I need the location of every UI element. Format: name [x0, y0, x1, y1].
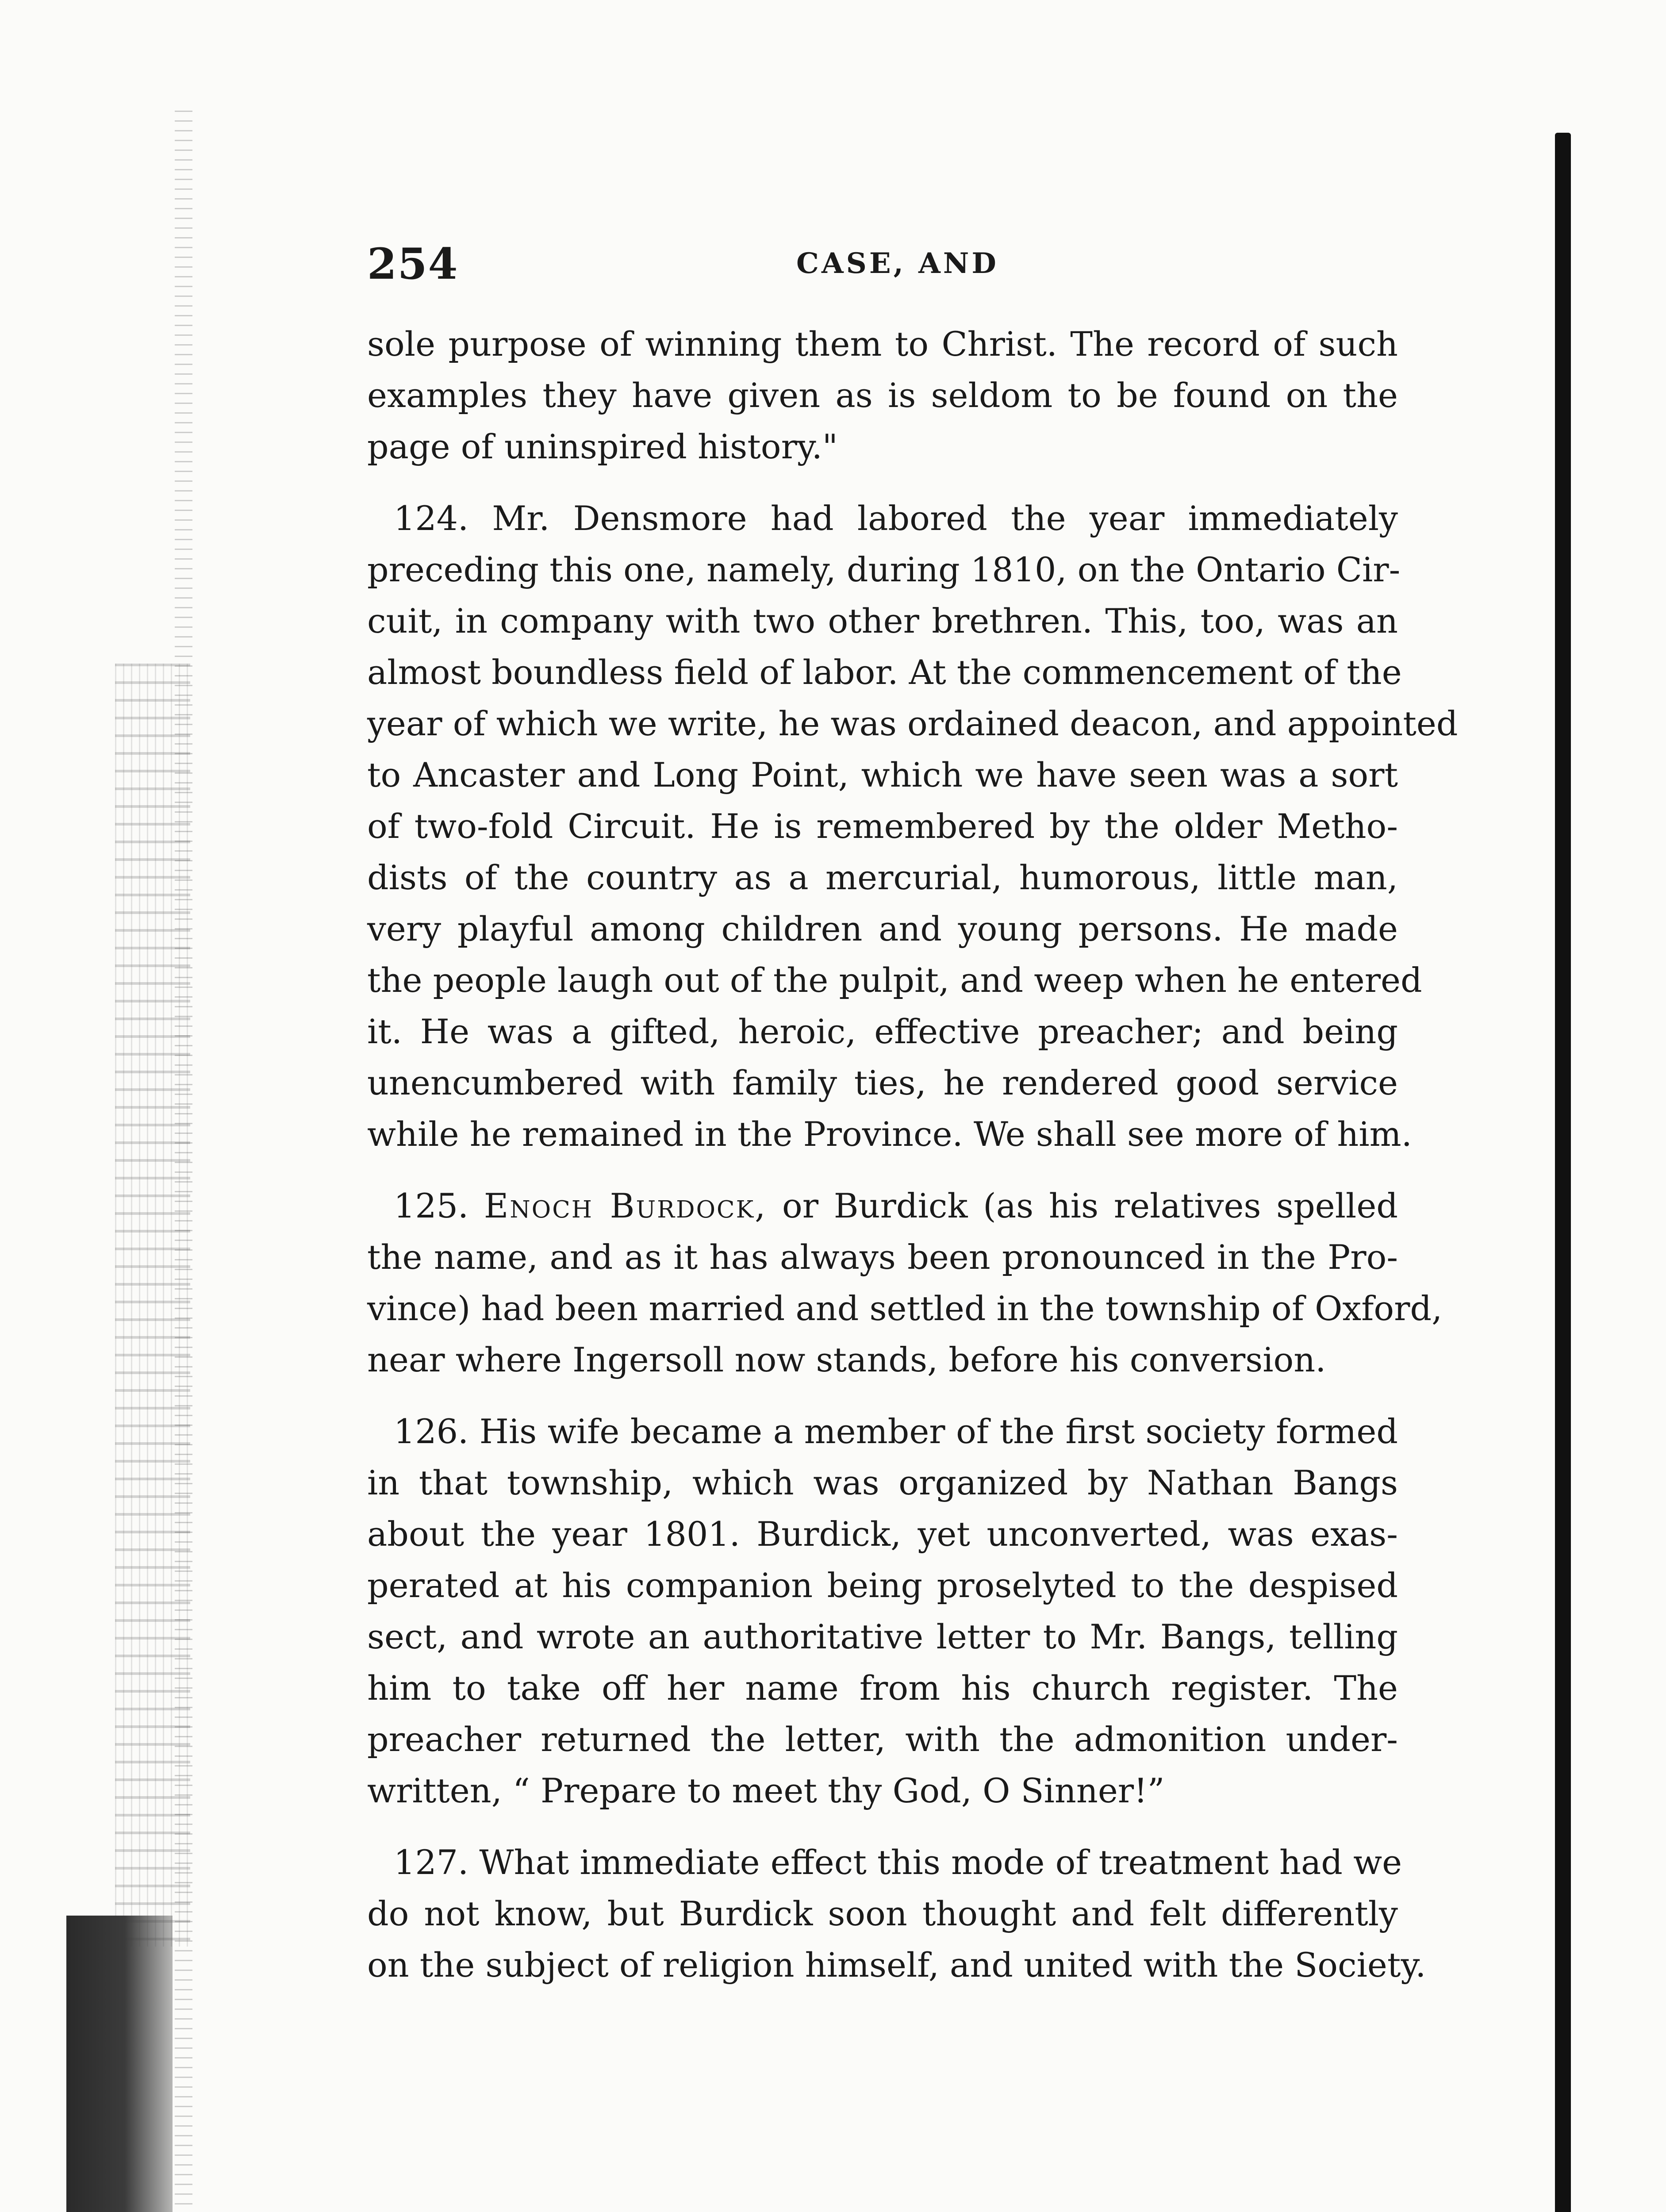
paragraph-continuation	[367, 319, 1398, 472]
page-edge-bar	[1555, 133, 1571, 2212]
text-line: while he remained in the Province. We shall see more of him.	[367, 1114, 1412, 1154]
text-line: 127. What immediate effect this mode of treatment had we	[394, 1843, 1402, 1882]
paragraph-126	[367, 1406, 1398, 1816]
paragraph-127	[367, 1837, 1426, 1991]
text-line: year of which we write, he was ordained deacon, and appointed	[367, 704, 1458, 743]
text-line: in that township, which was organized by Nathan Bangs	[367, 1463, 1398, 1502]
text-line: do not know, but Burdick soon thought and felt differently	[367, 1894, 1398, 1933]
text-line: preceding this one, namely, during 1810, on the Ontario Cir-	[367, 550, 1401, 589]
person-name: Enoch Burdock,	[484, 1186, 767, 1225]
text-line: 124. Mr. Densmore had labored the year immediately	[394, 499, 1398, 538]
text-line: to Ancaster and Long Point, which we have seen was a sort	[367, 755, 1398, 795]
paragraph-125	[367, 1180, 1443, 1386]
text-line: of two-fold Circuit. He is remembered by the older Metho-	[367, 806, 1398, 846]
text-line: it. He was a gifted, heroic, effective preacher; and being	[367, 1012, 1398, 1051]
text-line: unencumbered with family ties, he rendered good service	[367, 1063, 1398, 1102]
text-line-lead	[367, 1180, 1398, 1232]
text-line: him to take off her name from his church register. The	[367, 1668, 1398, 1708]
text-line: perated at his companion being proselyted to the despised	[367, 1566, 1398, 1605]
text-line: almost boundless field of labor. At the commencement of the	[367, 653, 1402, 692]
paragraph-number: 125.	[394, 1186, 469, 1225]
text-line: on the subject of religion himself, and united with the Society.	[367, 1945, 1426, 1985]
gutter-dark-shadow	[66, 1916, 173, 2212]
text-line: the people laugh out of the pulpit, and weep when he entered	[367, 960, 1422, 1000]
text-line: about the year 1801. Burdick, yet unconverted, was exas-	[367, 1514, 1398, 1554]
text-line: sole purpose of winning them to Christ. The record of such	[367, 324, 1398, 364]
page-header	[367, 239, 1429, 292]
text-line: sect, and wrote an authoritative letter to Mr. Bangs, telling	[367, 1617, 1398, 1656]
text-line: cuit, in company with two other brethren. This, too, was an	[367, 601, 1398, 641]
text-line: page of uninspired history."	[367, 427, 838, 466]
gutter-scan-noise-marks	[115, 664, 190, 1947]
text-line: dists of the country as a mercurial, humorous, little man,	[367, 858, 1398, 897]
running-head: CASE, AND	[796, 247, 999, 280]
text-line-remainder: or Burdick (as his relatives spelled	[782, 1186, 1398, 1225]
text-line: vince) had been married and settled in the township of Oxford,	[367, 1289, 1443, 1328]
paragraph-124	[367, 493, 1458, 1160]
page-number: 254	[367, 239, 459, 289]
text-line: examples they have given as is seldom to be found on the	[367, 376, 1398, 415]
text-line: the name, and as it has always been pronounced in the Pro-	[367, 1237, 1398, 1277]
text-line: written, “ Prepare to meet thy God, O Sinner!”	[367, 1771, 1165, 1810]
text-line: near where Ingersoll now stands, before his conversion.	[367, 1340, 1326, 1379]
text-line: preacher returned the letter, with the admonition under-	[367, 1720, 1398, 1759]
body-text	[367, 319, 1458, 2011]
text-line: very playful among children and young persons. He made	[367, 909, 1398, 949]
text-line: 126. His wife became a member of the first society formed	[394, 1412, 1398, 1451]
